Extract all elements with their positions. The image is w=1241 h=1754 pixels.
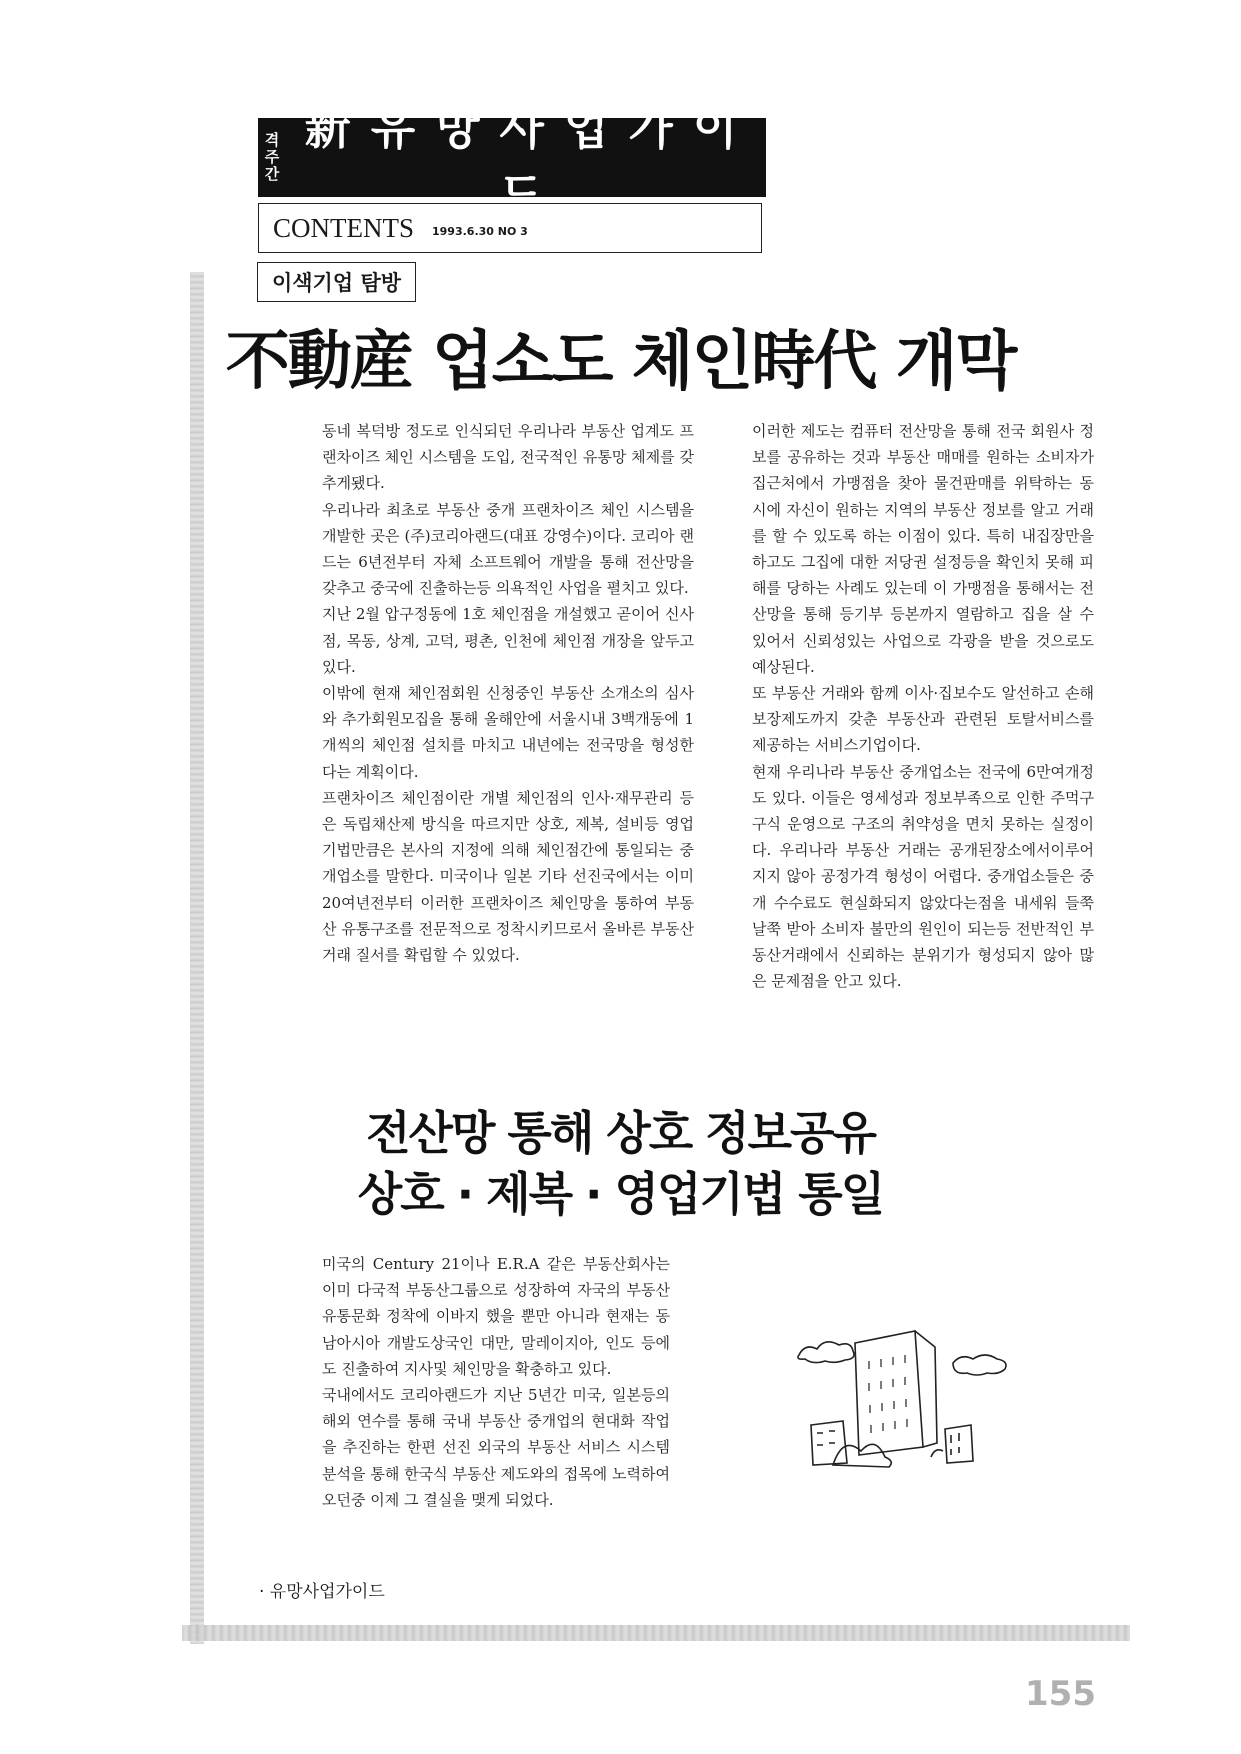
paragraph: 국내에서도 코리아랜드가 지난 5년간 미국, 일본등의 해외 연수를 통해 국내 부동산 중개업의 현대화 작업을 추진하는 한편 선진 외국의 부동산 서비스 시스템 분석을 통해 한국식 부동산 제도와의 접목에 노력하여 오던중 이제 그 결실을 맺게 되었다. bbox=[322, 1386, 670, 1509]
paragraph: 미국의 Century 21이나 E.R.A 같은 부동산회사는 이미 다국적 부동산그룹으로 성장하여 자국의 부동산 유통문화 정착에 이바지 했을 뿐만 아니라 현재는 동남아시아 개발도상국인 대만, 말레이지아, 인도 등에도 진출하여 지사및 체인망을 확충하고 있다. bbox=[322, 1255, 670, 1378]
page-number: 155 bbox=[1025, 1674, 1096, 1714]
magazine-title: 新유망사업가이드 bbox=[304, 100, 758, 221]
paragraph: 이밖에 현재 체인점회원 신청중인 부동산 소개소의 심사와 추가회원모집을 통해 올해안에 서울시내 3백개동에 1개씩의 체인점 설치를 마치고 내년에는 전국망을 형성한다는 계획이다. bbox=[322, 684, 694, 781]
paragraph: 프랜차이즈 체인점이란 개별 체인점의 인사·재무관리 등은 독립채산제 방식을 따르지만 상호, 제복, 설비등 영업기법만큼은 본사의 지정에 의해 체인점간에 통일되는 중개업소를 말한다. 미국이나 일본 기타 선진국에서는 이미 20여년전부터 이러한 프랜차이즈 체인망을 통하여 부동산 유통구조를 전문적으로 정착시키므로서 올바른 부동산 거래 질서를 확립할 수 있었다. bbox=[322, 788, 694, 965]
footer-section-label: · 유망사업가이드 bbox=[259, 1582, 385, 1602]
contents-label: CONTENTS bbox=[273, 212, 414, 243]
scan-edge-bottom bbox=[182, 1625, 1130, 1641]
paragraph: 이러한 제도는 컴퓨터 전산망을 통해 전국 회원사 정보를 공유하는 것과 부동산 매매를 원하는 소비자가 집근처에서 가맹점을 찾아 물건판매를 위탁하는 동시에 자신이 원하는 지역의 부동산 정보를 알고 거래를 할 수 있도록 하는 이점이 있다. 특히 내집장만을 하고도 그집에 대한 저당권 설정등을 확인치 못해 피해를 당하는 사례도 있는데 이 가맹점을 통해서는 전산망을 통해 등기부 등본까지 열람하고 집을 살 수 있어서 신뢰성있는 사업으로 각광을 받을 것으로도 예상된다. bbox=[752, 422, 1094, 676]
article-headline: 不動産 업소도 체인時代 개막 bbox=[225, 325, 1016, 399]
masthead-frequency bbox=[258, 132, 286, 183]
frequency-char: 격 bbox=[264, 131, 280, 149]
paragraph: 또 부동산 거래와 함께 이사·집보수도 알선하고 손해보장제도까지 갖춘 부동산과 관련된 토탈서비스를 제공하는 서비스기업이다. bbox=[752, 684, 1094, 755]
subheadline-line-2: 상호 · 제복 · 영업기법 통일 bbox=[357, 1167, 884, 1221]
city-buildings-illustration bbox=[795, 1325, 1020, 1470]
issue-info: 1993.6.30 NO 3 bbox=[432, 224, 528, 238]
frequency-char: 주 bbox=[264, 148, 280, 166]
subheadline-line-1: 전산망 통해 상호 정보공유 bbox=[366, 1106, 875, 1160]
paragraph: 지난 2월 압구정동에 1호 체인점을 개설했고 곧이어 신사점, 목동, 상계, 고덕, 평촌, 인천에 체인점 개장을 앞두고 있다. bbox=[322, 605, 694, 676]
masthead-banner bbox=[258, 100, 766, 221]
article-column-left bbox=[322, 418, 694, 968]
paragraph: 현재 우리나라 부동산 중개업소는 전국에 6만여개정도 있다. 이들은 영세성과 정보부족으로 인한 주먹구구식 운영으로 구조의 취약성을 면치 못하는 실정이다. 우리나라 부동산 거래는 공개된장소에서이루어지지 않아 공정가격 형성이 어렵다. 중개업소들은 중개 수수료도 현실화되지 않았다는점을 내세워 들쭉날쭉 받아 소비자 불만의 원인이 되는등 전반적인 부동산거래에서 신뢰하는 분위기가 형성되지 않아 많은 문제점을 안고 있다. bbox=[752, 762, 1094, 991]
scan-edge-left bbox=[190, 272, 204, 1644]
frequency-char: 간 bbox=[264, 165, 280, 183]
paragraph: 동네 복덕방 정도로 인식되던 우리나라 부동산 업계도 프랜차이즈 체인 시스템을 도입, 전국적인 유통망 체제를 갖추게됐다. bbox=[322, 422, 694, 493]
contents-box bbox=[258, 203, 762, 253]
section-tag: 이색기업 탐방 bbox=[257, 262, 416, 302]
article-column-right bbox=[752, 418, 1094, 994]
article-column-bottom bbox=[322, 1251, 670, 1513]
paragraph: 우리나라 최초로 부동산 중개 프랜차이즈 체인 시스템을 개발한 곳은 (주)코리아랜드(대표 강영수)이다. 코리아 랜드는 6년전부터 자체 소프트웨어 개발을 통해 전산망을 갖추고 중국에 진출하는등 의욕적인 사업을 펼치고 있다. bbox=[322, 500, 694, 598]
